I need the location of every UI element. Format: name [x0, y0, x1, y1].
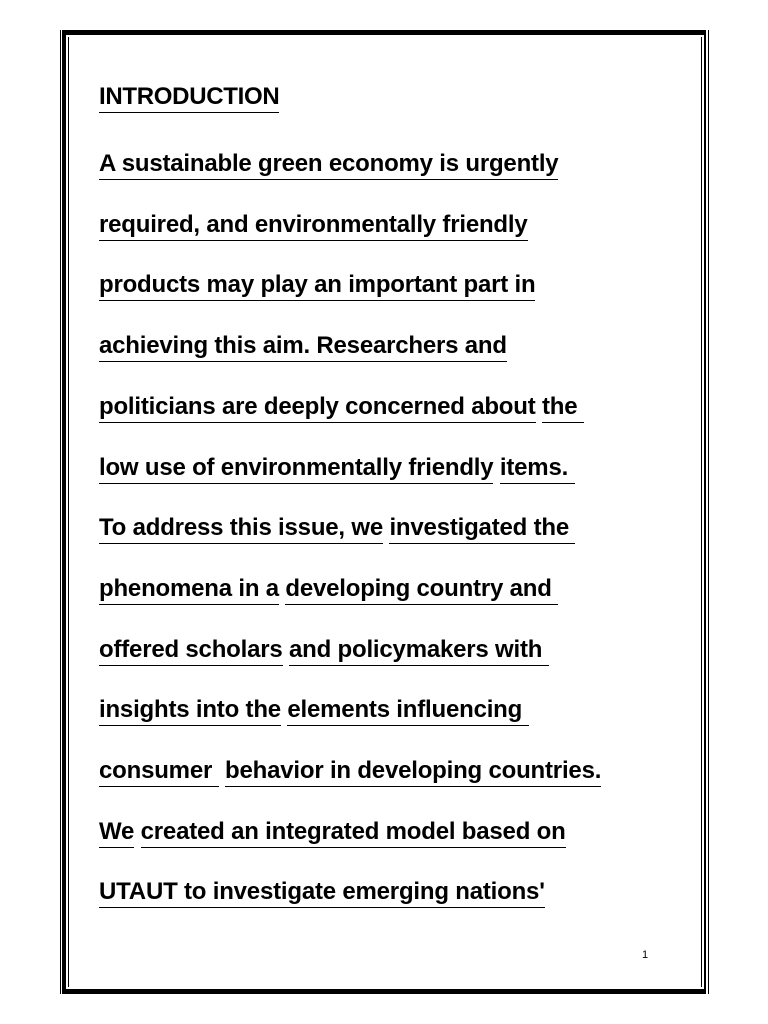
text-line: [99, 392, 584, 423]
underlined-text-segment: investigated the: [389, 513, 575, 544]
underlined-text-segment: created an integrated model based on: [141, 817, 566, 848]
text-line: [99, 877, 545, 908]
underlined-text-segment: UTAUT to investigate emerging nations': [99, 877, 545, 908]
text-line: [99, 695, 529, 726]
underlined-text-segment: required, and environmentally friendly: [99, 210, 528, 241]
underlined-text-segment: developing country and: [285, 574, 558, 605]
text-line: [99, 331, 507, 362]
underlined-text-segment: low use of environmentally friendly: [99, 453, 493, 484]
underlined-text-segment: the: [542, 392, 584, 423]
underlined-text-segment: behavior in developing countries.: [225, 756, 601, 787]
text-line: [99, 817, 566, 848]
section-heading: INTRODUCTION: [99, 82, 279, 113]
text-line: [99, 453, 575, 484]
underlined-text-segment: products may play an important part in: [99, 270, 535, 301]
underlined-text-segment: achieving this aim. Researchers and: [99, 331, 507, 362]
page-number: 1: [642, 949, 649, 961]
text-line: [99, 513, 575, 544]
underlined-text-segment: elements influencing: [287, 695, 528, 726]
page-border-outer-left: [60, 30, 61, 994]
underlined-text-segment: We: [99, 817, 134, 848]
underlined-text-segment: consumer: [99, 756, 219, 787]
underlined-text-segment: phenomena in a: [99, 574, 279, 605]
underlined-text-segment: politicians are deeply concerned about: [99, 392, 536, 423]
text-line: [99, 270, 535, 301]
underlined-text-segment: items.: [500, 453, 575, 484]
underlined-text-segment: and policymakers with: [289, 635, 549, 666]
text-line: [99, 756, 601, 787]
text-line: [99, 574, 558, 605]
text-line: [99, 149, 558, 180]
text-line: [99, 210, 528, 241]
underlined-text-segment: A sustainable green economy is urgently: [99, 149, 558, 180]
page-border-outer-right: [708, 30, 709, 994]
underlined-text-segment: offered scholars: [99, 635, 283, 666]
underlined-text-segment: To address this issue, we: [99, 513, 383, 544]
underlined-text-segment: insights into the: [99, 695, 281, 726]
text-line: [99, 635, 549, 666]
